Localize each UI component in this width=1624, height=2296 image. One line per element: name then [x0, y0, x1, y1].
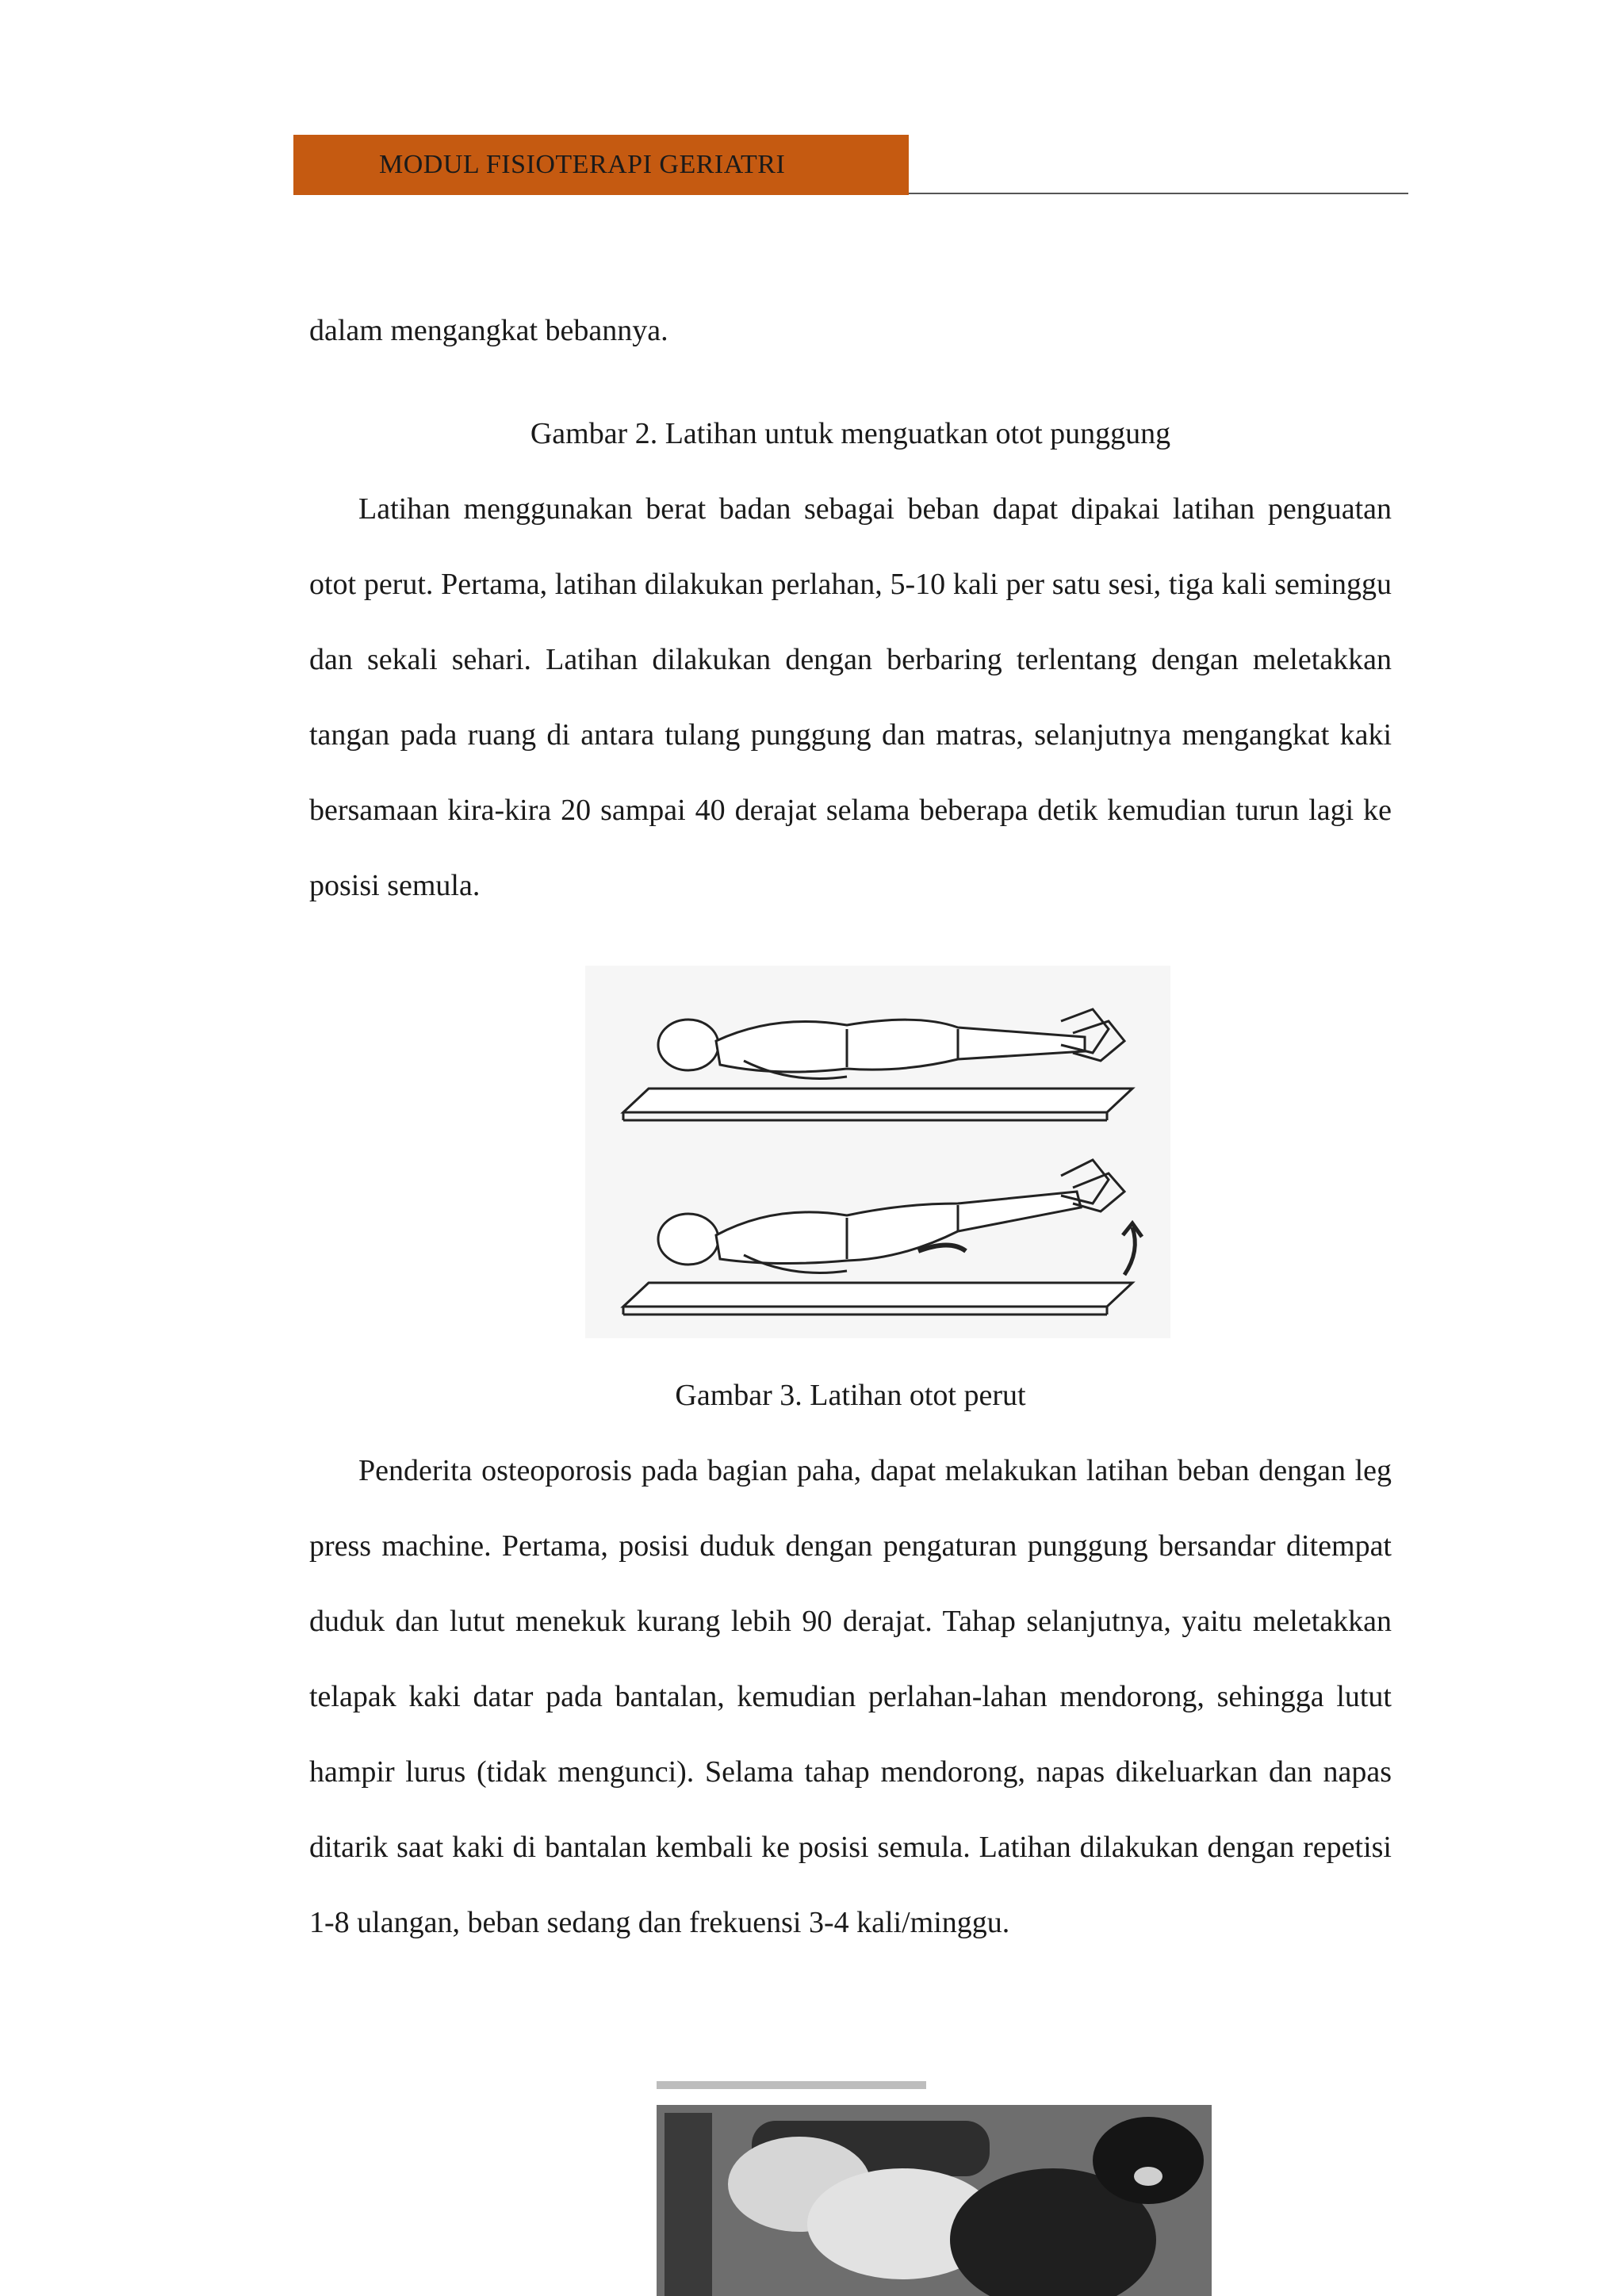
intro-line: dalam mengangkat bebannya. — [309, 314, 668, 347]
module-title: MODUL FISIOTERAPI GERIATRI — [379, 150, 786, 179]
paragraph-leg-press: Penderita osteoporosis pada bagian paha, dapat melakukan latihan beban dengan leg press machine. Pertama, posisi duduk dengan pengaturan punggung bersandar ditempat duduk dan lutut menekuk kurang lebih 90 derajat. Tahap selanjutnya, yaitu meletakkan telapak kaki datar pada bantalan, kemudian perlahan-lahan mendorong, sehingga lutut hampir lurus (tidak mengunci). Selama tahap mendorong, napas dikeluarkan dan napas ditarik saat kaki di bantalan kembali ke posisi semula. Latihan dilakukan dengan repetisi 1-8 ulangan, beban sedang dan frekuensi 3-4 kali/minggu. — [309, 1454, 1392, 1939]
figure-3-caption: Gambar 3. Latihan otot perut — [675, 1379, 1026, 1412]
header-divider — [909, 193, 1408, 194]
leg-press-photo — [641, 2081, 1229, 2296]
figure-3-illustration — [585, 966, 1170, 1338]
lying-exercise-drawing — [585, 966, 1170, 1338]
module-header — [293, 135, 909, 195]
figure-2-caption: Gambar 2. Latihan untuk menguatkan otot punggung — [530, 417, 1171, 450]
paragraph-abdominal-exercise: Latihan menggunakan berat badan sebagai beban dapat dipakai latihan penguatan otot perut. Pertama, latihan dilakukan perlahan, 5-10 kali per satu sesi, tiga kali seminggu dan sekali sehari. Latihan dilakukan dengan berbaring terlentang dengan meletakkan tangan pada ruang di antara tulang punggung dan matras, selanjutnya mengangkat kaki bersamaan kira-kira 20 sampai 40 derajat selama beberapa detik kemudian turun lagi ke posisi semula. — [309, 492, 1392, 902]
leg-press-drawing — [641, 2081, 1229, 2296]
